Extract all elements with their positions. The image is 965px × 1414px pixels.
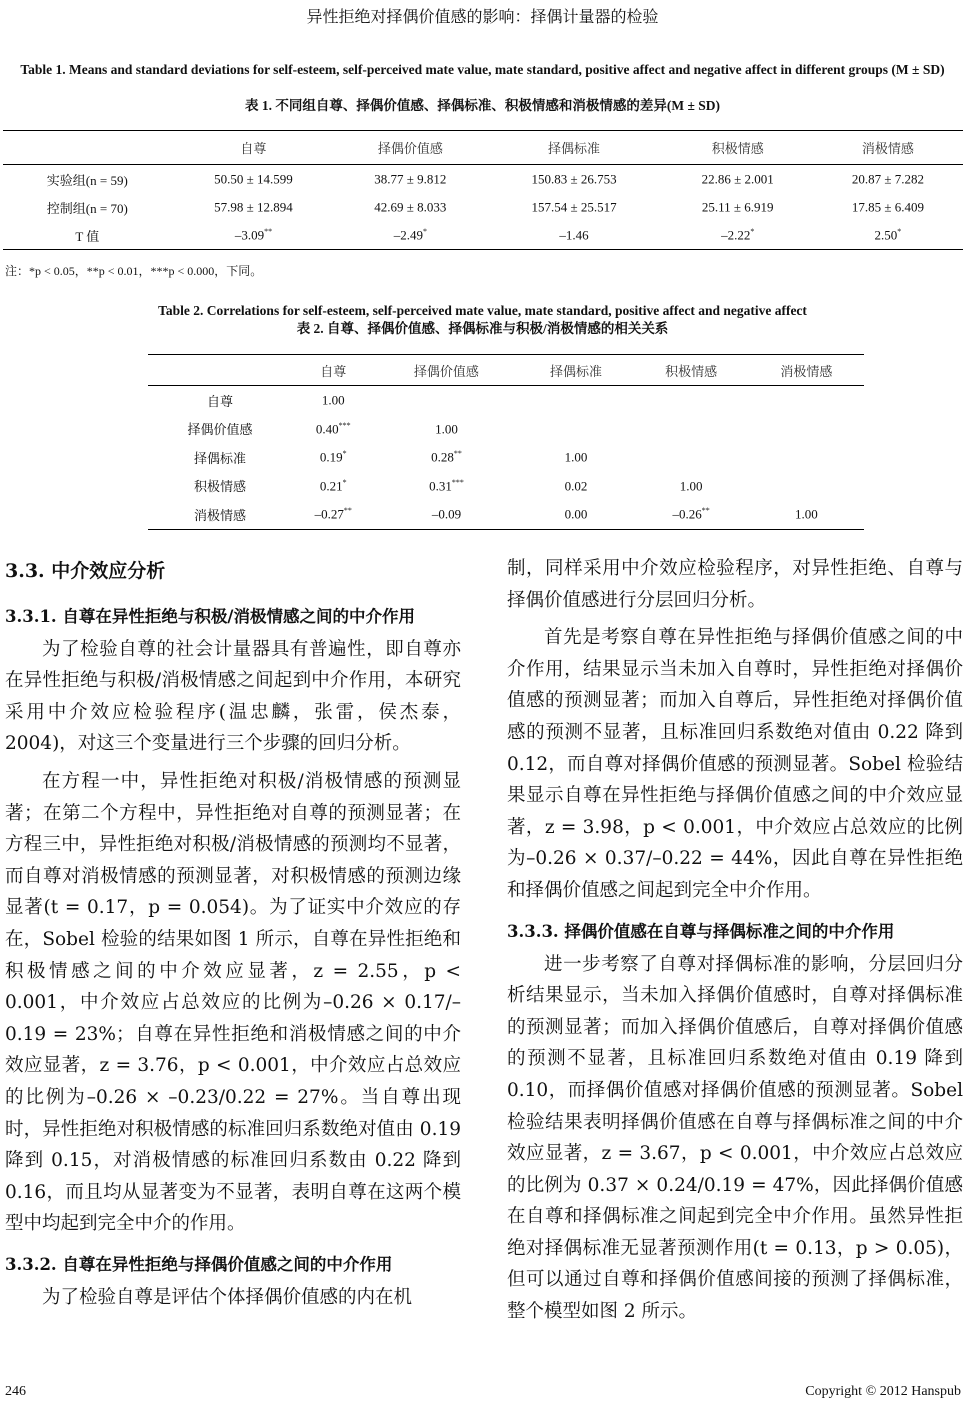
row-label: 消极情感 xyxy=(193,507,246,523)
page-number: 246 xyxy=(5,1384,26,1399)
table-cell xyxy=(634,472,749,501)
column-header: 择偶价值感 xyxy=(374,355,518,386)
cell-value: 0.40 xyxy=(315,420,339,436)
paragraph: 在方程一中，异性拒绝对积极/消极情感的预测显著；在第二个方程中，异性拒绝对自尊的预测显著；在方程三中，异性拒绝对积极/消极情感的预测均不显著，而自尊对消极情感的预测显著，对积极情感的预测边缘显著(t = 0.17，p = 0.054)。为了证实中介效应的存在，Sobel 检验的结果如图 1 所示，自尊在异性拒绝和积极情感之间的中介效应显著，z = 2.55，p < 0.001，中介效应占总效应的比例为–0.26 × 0.17/–0.19 = 23%；自尊在异性拒绝和消极情感之间的中介效应显著，z = 3.76，p < 0.001，中介效应占总效应的比例为–0.26 × –0.23/0.22 = 27%。当自尊出现时，异性拒绝对积极情感的标准回归系数绝对值由 0.19 降到 0.15，对消极情感的标准回归系数由 0.22 降到 0.16，而且均从显著变为不显著，表明自尊在这两个模型中均起到完全中介的作用。 xyxy=(5,770,461,1235)
table-cell xyxy=(485,165,662,194)
table-cell xyxy=(335,193,485,221)
cell-value: 157.54 ± 25.517 xyxy=(531,199,617,215)
column-header: 择偶价值感 xyxy=(335,131,485,165)
table-cell xyxy=(634,443,749,472)
significance-mark: ** xyxy=(264,226,273,236)
cell-value: 1.00 xyxy=(679,477,703,493)
table2-caption-zh: 表 2. 自尊、择偶价值感、择偶标准与积极/消极情感的相关关系 xyxy=(296,321,669,336)
significance-mark: * xyxy=(342,477,347,487)
table-cell xyxy=(485,193,662,221)
cell-value: 57.98 ± 12.894 xyxy=(214,199,293,215)
paragraph: 进一步考察了自尊对择偶标准的影响，分层回归分析结果显示，当未加入择偶价值感时，自尊对择偶标准的预测显著；而加入择偶价值感后，自尊对择偶价值感的预测不显著，且标准回归系数绝对值由 0.19 降到 0.10，而择偶价值感对择偶价值感的预测显著。Sobel 检验结果表明择偶价值感在自尊与择偶标准之间的中介效应显著，z = 3.67，p < 0.001，中介效应占总效应的比例为 0.37 × 0.24/0.19 = 47%，因此择偶价值感在自尊和择偶标准之间起到完全中介作用。虽然异性拒绝对择偶标准无显著预测作用(t = 0.13，p > 0.05)，但可以通过自尊和择偶价值感间接的预测了择偶标准，整个模型如图 2 所示。 xyxy=(507,953,963,1323)
column-header: 择偶标准 xyxy=(518,355,633,386)
row-label: T 值 xyxy=(75,228,100,244)
running-header: 异性拒绝对择偶价值感的影响：择偶计量器的检验 xyxy=(306,7,659,26)
table-cell xyxy=(335,221,485,250)
cell-value: 1.00 xyxy=(795,506,818,522)
table-cell xyxy=(374,500,518,529)
copyright: Copyright © 2012 Hanspub xyxy=(805,1384,961,1399)
table-cell xyxy=(335,165,485,194)
cell-value: 50.50 ± 14.599 xyxy=(214,171,293,187)
table-cell xyxy=(518,415,633,444)
column-header: 积极情感 xyxy=(634,355,749,386)
column-header: 自尊 xyxy=(172,131,336,165)
table-cell xyxy=(749,415,864,444)
table-cell xyxy=(292,472,374,501)
cell-value: 20.87 ± 7.282 xyxy=(851,171,924,187)
right-column xyxy=(507,553,963,1328)
table-cell xyxy=(749,443,864,472)
table-cell xyxy=(485,221,662,250)
left-column xyxy=(5,556,461,1313)
table-cell xyxy=(749,472,864,501)
cell-value: 0.00 xyxy=(564,506,588,522)
cell-value: 0.21 xyxy=(319,477,343,493)
cell-value: 1.00 xyxy=(564,449,588,465)
table1-note: 注：*p < 0.05，**p < 0.01，***p < 0.000，下同。 xyxy=(5,264,263,278)
table-cell xyxy=(813,193,963,221)
row-label: 择偶价值感 xyxy=(187,422,253,438)
table-cell xyxy=(634,386,749,415)
column-header: 择偶标准 xyxy=(485,131,662,165)
row-label: 自尊 xyxy=(206,393,233,409)
table-cell xyxy=(374,386,518,415)
table-cell xyxy=(374,472,518,501)
table-row xyxy=(148,386,864,415)
significance-mark: ** xyxy=(343,506,352,516)
table2-caption-en: Table 2. Correlations for self-esteem, self-perceived mate value, mate standard, positive affect and negative affect xyxy=(158,303,807,318)
cell-value: 0.02 xyxy=(564,477,588,493)
section-heading: 3.3. 中介效应分析 xyxy=(5,560,166,582)
significance-mark: ** xyxy=(453,449,462,459)
table-cell xyxy=(292,415,374,444)
row-label: 择偶标准 xyxy=(193,450,246,466)
table-cell xyxy=(749,386,864,415)
table-cell xyxy=(663,193,813,221)
table-cell xyxy=(374,415,518,444)
column-header xyxy=(3,131,172,165)
significance-mark: * xyxy=(342,449,347,459)
table-cell xyxy=(518,472,633,501)
paragraph: 制，同样采用中介效应检验程序，对异性拒绝、自尊与择偶价值感进行分层回归分析。 xyxy=(507,558,963,611)
subsection-heading: 3.3.2. 自尊在异性拒绝与择偶价值感之间的中介作用 xyxy=(5,1254,393,1274)
table-cell xyxy=(292,443,374,472)
column-header: 消极情感 xyxy=(749,355,864,386)
cell-value: –0.26 xyxy=(672,506,702,522)
table-cell xyxy=(518,386,633,415)
table1-caption-en: Table 1. Means and standard deviations for self-esteem, self-perceived mate value, mate standard, positive affect and negative affect in different groups (M ± SD) xyxy=(20,62,945,77)
cell-value: 0.31 xyxy=(429,477,452,493)
table-cell xyxy=(749,500,864,529)
cell-value: 25.11 ± 6.919 xyxy=(701,199,774,215)
table-cell xyxy=(172,193,336,221)
column-header xyxy=(148,355,292,386)
column-header: 消极情感 xyxy=(813,131,963,165)
cell-value: 1.00 xyxy=(321,392,345,408)
cell-value: –2.22 xyxy=(721,227,751,243)
subsection-heading: 3.3.3. 择偶价值感在自尊与择偶标准之间的中介作用 xyxy=(507,921,895,941)
paragraph: 首先是考察自尊在异性拒绝与择偶价值感之间的中介作用，结果显示当未加入自尊时，异性拒绝对择偶价值感的预测显著；而加入自尊后，异性拒绝对择偶价值感的预测不显著，且标准回归系数绝对值由 0.22 降到 0.12，而自尊对择偶价值感的预测显著。Sobel 检验结果显示自尊在异性拒绝与择偶价值感之间的中介效应显著，z = 3.98，p < 0.001，中介效应占总效应的比例为–0.26 × 0.37/–0.22 = 44%，因此自尊在异性拒绝和择偶价值感之间起到完全中介作用。 xyxy=(507,627,963,901)
subsection-heading: 3.3.1. 自尊在异性拒绝与积极/消极情感之间的中介作用 xyxy=(5,606,415,626)
cell-value: 42.69 ± 8.033 xyxy=(374,199,447,215)
table-cell xyxy=(813,165,963,194)
table-row xyxy=(148,500,864,529)
cell-value: 1.00 xyxy=(435,420,458,436)
cell-value: 17.85 ± 6.409 xyxy=(851,199,924,215)
significance-mark: *** xyxy=(338,420,351,430)
table-cell xyxy=(663,165,813,194)
significance-mark: *** xyxy=(451,477,464,487)
cell-value: –3.09 xyxy=(234,227,265,243)
row-label: 实验组(n = 59) xyxy=(46,172,128,188)
table-row xyxy=(148,472,864,501)
table-cell xyxy=(518,443,633,472)
table-row xyxy=(148,415,864,444)
column-header: 自尊 xyxy=(292,355,374,386)
significance-mark: ** xyxy=(701,506,710,516)
table-row xyxy=(148,443,864,472)
table-2 xyxy=(148,354,864,530)
cell-value: –1.46 xyxy=(559,227,589,243)
table-1 xyxy=(3,130,963,250)
table-cell xyxy=(172,165,336,194)
table1-caption-zh: 表 1. 不同组自尊、择偶价值感、择偶标准、积极情感和消极情感的差异(M ± SD) xyxy=(244,98,721,113)
significance-mark: * xyxy=(897,226,902,236)
table-row xyxy=(3,221,963,250)
table-cell xyxy=(518,500,633,529)
row-label: 控制组(n = 70) xyxy=(46,200,128,216)
table-cell xyxy=(292,500,374,529)
column-header: 积极情感 xyxy=(663,131,813,165)
cell-value: 0.19 xyxy=(319,449,343,465)
table-cell xyxy=(634,500,749,529)
cell-value: –0.27 xyxy=(314,506,344,522)
cell-value: 2.50 xyxy=(874,227,898,243)
cell-value: –0.09 xyxy=(431,506,462,522)
table-cell xyxy=(172,221,336,250)
significance-mark: * xyxy=(750,226,755,236)
table-cell xyxy=(813,221,963,250)
table-cell xyxy=(292,386,374,415)
table-cell xyxy=(374,443,518,472)
cell-value: 22.86 ± 2.001 xyxy=(701,171,774,187)
table-cell xyxy=(634,415,749,444)
paragraph: 为了检验自尊的社会计量器具有普遍性，即自尊亦在异性拒绝与积极/消极情感之间起到中介作用，本研究采用中介效应检验程序(温忠麟，张雷，侯杰泰，2004)，对这三个变量进行三个步骤的回归分析。 xyxy=(5,638,461,755)
table-row xyxy=(3,193,963,221)
cell-value: 150.83 ± 26.753 xyxy=(531,171,617,187)
cell-value: 38.77 ± 9.812 xyxy=(374,171,447,187)
cell-value: –2.49 xyxy=(393,227,423,243)
table-cell xyxy=(663,221,813,250)
cell-value: 0.28 xyxy=(431,449,454,465)
row-label: 积极情感 xyxy=(193,479,246,495)
paragraph: 为了检验自尊是评估个体择偶价值感的内在机 xyxy=(42,1286,413,1308)
table-row xyxy=(3,165,963,194)
significance-mark: * xyxy=(422,226,427,236)
